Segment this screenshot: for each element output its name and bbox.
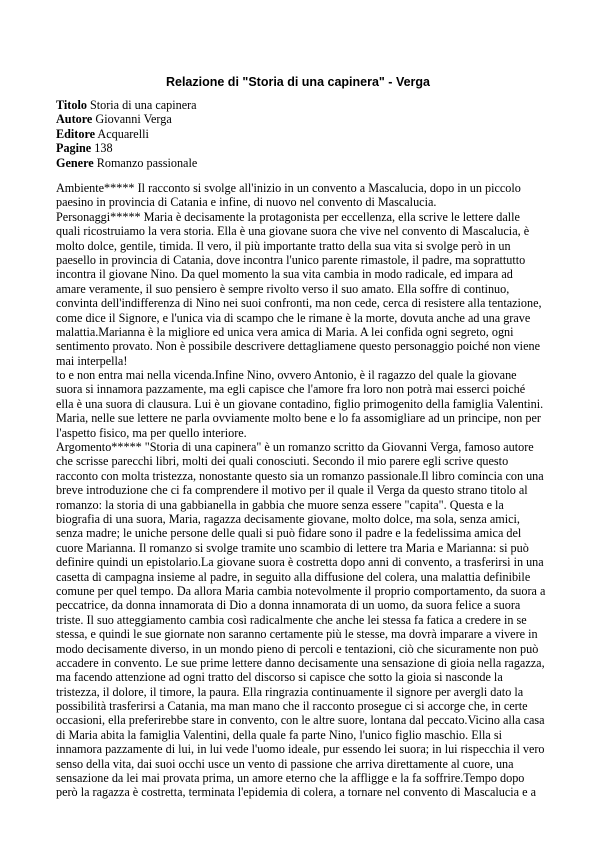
text-line: mai interpella! (56, 353, 128, 368)
text-line: paesello in provincia di Catania, dove incontra l'unico parente rimastole, il padre, ma soprattutto (56, 252, 526, 267)
meta-value: Storia di una capinera (89, 98, 197, 112)
meta-row-publisher (56, 127, 546, 141)
text-line: tristezza, il dolore, il timore, la paura. Ella ringrazia continuamente il signore per avergli dato la (56, 684, 524, 699)
meta-label: Genere (56, 155, 94, 170)
text-line: accadere in convento. Le sue prime lettere danno decisamente una sensazione di gioia nella ragazza, (56, 655, 545, 670)
text-line: biografia di una suora, Maria, ragazza decisamente giovane, molto dolce, ma sola, senza amici, (56, 511, 520, 526)
text-line: amare veramente, il suo pensiero è sempre rivolto verso il suo amato. Ella soffre di continuo, (56, 281, 510, 296)
text-line: quali ricostruiamo la vera storia. Ella è una giovane suora che vive nel convento di Mascalucia, è (56, 224, 530, 239)
text-line: come dice il Signore, e l'unica via di scampo che le rimane è la morte, dovuta anche ad una grave (56, 310, 531, 325)
meta-row-genre (56, 156, 546, 170)
text-line: stessa, e quindi le sue giornate non saranno certamente più le stesse, ma dovrà imparare a vivere in (56, 627, 538, 642)
text-line: l'aspetto fisico, ma per quello interiore. (56, 425, 247, 440)
meta-label: Editore (56, 126, 96, 141)
text-line: casetta di campagna insieme al padre, in seguito alla diffusione del colera, una malattia definibile (56, 569, 531, 584)
text-line: molto dolce, gentile, timida. Il vero, il più importante tratto della sua vita si svolge però in un (56, 238, 511, 253)
text-line: Ambiente***** Il racconto si svolge all'inizio in un convento a Mascalucia, dopo in un piccolo (56, 181, 521, 195)
text-line: senso della vita, dai suoi occhi usce un vento di passione che arriva direttamente al cuore, una (56, 756, 514, 771)
document-title: Relazione di "Storia di una capinera" - Verga (165, 75, 430, 89)
text-line: ma facendo attenzione ad ogni tratto del discorso si capisce che sotto la gioia si nasconde la (56, 670, 503, 685)
meta-row-pages (56, 141, 546, 155)
meta-value: Acquarelli (97, 126, 149, 141)
text-line: senza madre; le uniche persone delle quali si può fidare sono il padre e la fedelissima amica del (56, 526, 522, 541)
text-line: convinta dell'indifferenza di Nino nei suoi confronti, ma non cede, cerca di resistere alla tentazione, (56, 296, 542, 311)
meta-value: Romanzo passionale (96, 155, 198, 170)
meta-row-title (56, 98, 546, 112)
meta-value: Giovanni Verga (95, 112, 172, 127)
report-body (56, 181, 556, 800)
text-line: to e non entra mai nella vicenda.Infine Nino, ovvero Antonio, è il ragazzo del quale la giovane (56, 368, 517, 383)
meta-value: 138 (94, 141, 113, 156)
text-line: però la ragazza è costretta, terminata l'epidemia di colera, a tornare nel convento di Mascalucia e a (56, 785, 536, 800)
text-line: definire quindi un epistolario.La giovane suora è costretta dopo anni di convento, a trasferirsi in una (56, 555, 544, 570)
meta-row-author (56, 112, 546, 126)
text-line: Maria, nelle sue lettere ne parla ovviamente molto bene e lo fa assomigliare ad un principe, non per (56, 411, 541, 426)
text-line: possibilità trasferirsi a Catania, ma man mano che il racconto prosegue ci si accorge che, in certe (56, 699, 528, 714)
text-line: peccatrice, da donna innamorata di Dio a donna innamorata di un uomo, da suora felice a suora (56, 598, 521, 613)
book-metadata (56, 98, 546, 170)
meta-label: Autore (56, 112, 93, 127)
meta-label: Pagine (56, 141, 92, 156)
text-line: di Maria abita la famiglia Valentini, della quale fa parte Nino, l'unico figlio maschio. Ella si (56, 727, 503, 742)
text-line: cuore Marianna. Il romanzo si svolge tramite uno scambio di lettere tra Maria e Marianna: si può (56, 540, 529, 555)
text-line: innamora pazzamente di lui, in lui vede l'uomo ideale, pur essendo lei suora; in lui rispecchia il vero (56, 742, 545, 757)
text-line: racconto con molta tristezza, nonostante questo sia un romanzo passionale.Il libro comincia con una (56, 468, 544, 483)
text-line: Personaggi***** Maria è decisamente la protagonista per eccellenza, ella scrive le lettere dalle (56, 209, 520, 224)
meta-label: Titolo (56, 98, 87, 112)
text-line: Argomento***** "Storia di una capinera" è un romanzo scritto da Giovanni Verga, famoso autore (56, 440, 534, 455)
text-line: sensazione da lei mai provata prima, un amore eterno che la affligge e la fa soffrire.Tempo dopo (56, 771, 525, 786)
text-line: malattia.Marianna è la migliore ed unica vera amica di Maria. A lei confida ogni segreto, ogni (56, 324, 514, 339)
text-line: breve introduzione che ci fa comprendere il motivo per il quale il Verga da questo strano titolo al (56, 483, 528, 498)
text-line: comune per quel tempo. Da allora Maria cambia notevolmente il proprio comportamento, da suora a (56, 583, 546, 598)
text-line: che scrisse parecchi libri, molti dei quali conosciuti. Secondo il mio parere egli scrive questo (56, 454, 509, 469)
text-line: suora si innamora pazzamente, ma egli capisce che l'amore fra loro non potrà mai esserci poiché (56, 382, 526, 397)
text-line: paesino in provincia di Catania e infine, di nuovo nel convento di Mascalucia. (56, 195, 437, 210)
text-line: ella è una suora di clausura. Lui è un giovane contadino, figlio primogenito della famiglia Valentini. (56, 396, 544, 411)
text-line: occasioni, ella preferirebbe stare in convento, con le altre suore, lontana dal peccato.Vicino alla casa (56, 713, 545, 728)
text-line: incontra il giovane Nino. Da quel momento la sua vita cambia in modo radicale, ed impara ad (56, 267, 513, 282)
text-line: triste. Il suo atteggiamento cambia così radicalmente che anche lei stessa fa fatica a credere in se (56, 612, 527, 627)
text-line: sentimento provato. Non è possibile descrivere dettagliamene questo personaggio poiché non viene (56, 339, 540, 354)
text-line: modo decisamente diverso, in un mondo pieno di percoli e tentazioni, ciò che sicuramente non può (56, 641, 539, 656)
text-line: romanzo: la storia di una gabbianella in gabbia che muore senza essere "capita". Questa e la (56, 497, 504, 512)
